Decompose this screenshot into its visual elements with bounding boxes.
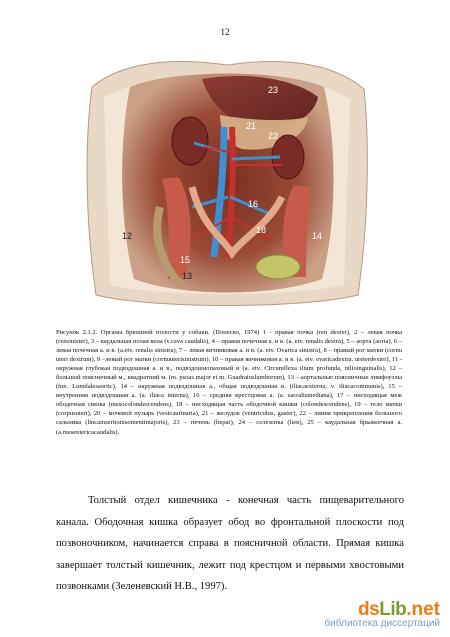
logo-ds: ds <box>358 599 380 620</box>
figure-label: 12 <box>122 231 133 241</box>
body-paragraph <box>56 490 404 598</box>
figure-label: 14 <box>312 231 323 241</box>
figure-caption <box>56 328 402 437</box>
logo-net: .net <box>406 599 440 620</box>
right-kidney <box>172 117 208 165</box>
anatomical-figure <box>82 57 372 312</box>
figure-label: 13 <box>182 271 193 281</box>
figure-label: 15 <box>180 255 191 265</box>
logo-lib: Lib <box>379 599 407 620</box>
figure-label: 21 <box>246 121 257 131</box>
paragraph-text: Толстый отдел кишечника - конечная часть пищеварительного канала. Ободочная кишка образует обод во фронтальной плоскости под позвоночником, начинается справа в поясничной области. Прямая кишка завершает толстый кишечник, лежит под крестцом и первыми хвостовыми позвонками (Зеленевский Н.В., 1997). <box>56 495 404 592</box>
figure-label: 23 <box>268 85 279 95</box>
figure-label: 18 <box>256 225 267 235</box>
logo-tagline: библиотека диссертаций <box>324 618 440 629</box>
caption-text: Рисунок 2.1.2. Органы брюшной полости у собаки. (Попеско, 1974) 1 - правая почка (ren dexter), 2 – левая почка (rensinister), 3 – каудальная полая вена (v.cava caudalis), 4 – правая почечная а. и в. (а. etv. renalis dextra), 5 – аорта (aorta), 6 – левая почечная а. и в. (a.etv. renalis sinistra), 7 – левая яичниковая а. и в. (a. etv. Ovarica sinistra), 8 – правый рог матки (cornu uteri dextrum), 9 –левый рог матки (cornuuterisinistrum), 10 – правая яичниковая а. и в. (a. etv. ovaricadextra. ureterdexter), 11 - окружная глубокая подвздошная а. и в., подвздошнопаховый н (a. etv. Circumflexa ilium profunda, nilioinguinalis), 12 – большой поясничный м., квадратний м. (m. psoas major et m. Guadratuslumborum), 13 – аортальные поясничные лимфоузлы (lnn. Lumdalesaortic), 14 – наружная подвздошная а., общая подвздошная в. (iliacaexterna, v. iliacacommunis), 15 – внутренняя подвздошная а. (a. iliaca interna), 16 – средняя крестцовая а. (a. sacralismediana), 17 – нисходящая меж ободочная связка (mesocolondescendens), 18 – нисходящая часть ободочной кишки (colondescendens), 19 – тело матки (corpusuteri), 20 – мочевой пузырь (vesicaurinaria), 21 – желудок (ventriculus, gaster), 22 – линия прикрепления большого сальника (lincainsertionisomentimajoris), 23 – печень (hepar), 24 – селезенка (lien), 25 – каудальная брыжеечная а. (a.mesentericacaudalis). <box>56 329 402 436</box>
abdominal-organs-illustration <box>82 57 372 312</box>
page-number: 12 <box>220 27 230 37</box>
figure-label: 22 <box>268 131 279 141</box>
dslib-watermark <box>324 599 440 629</box>
urinary-bladder <box>256 255 300 279</box>
figure-label: 16 <box>248 199 259 209</box>
